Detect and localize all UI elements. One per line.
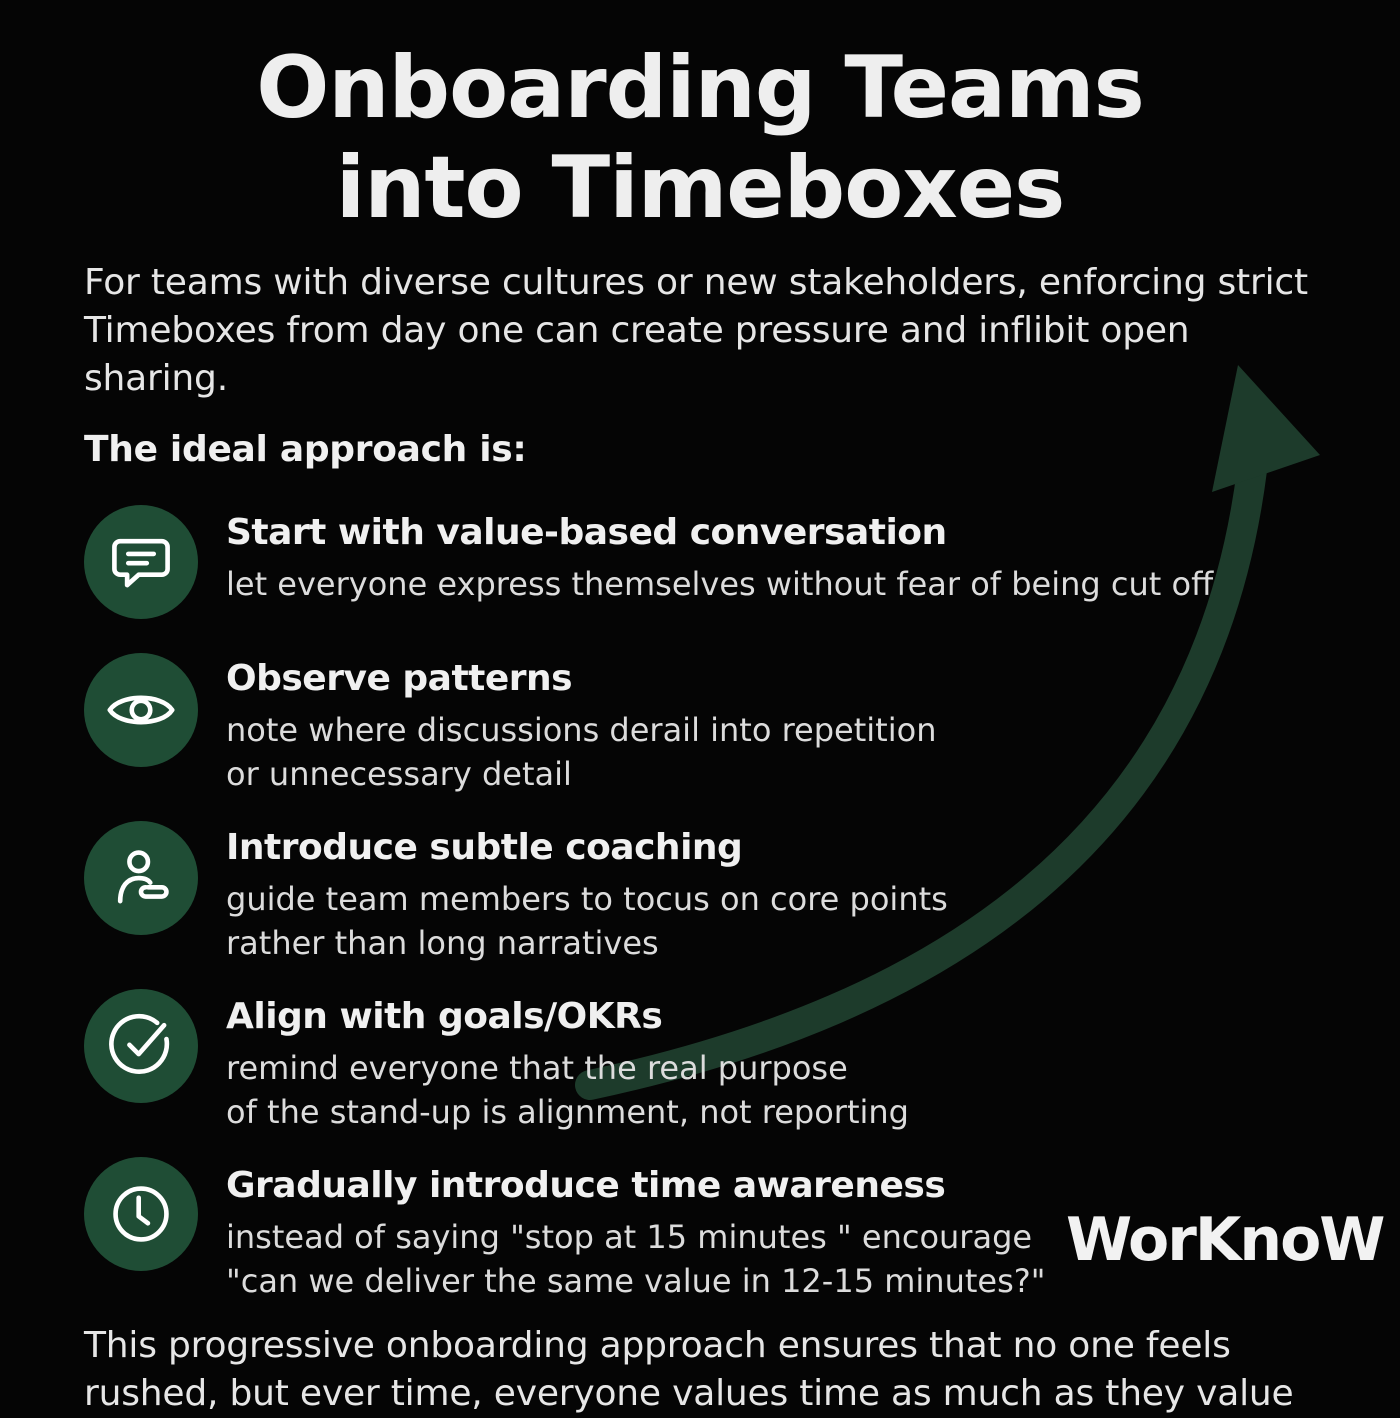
- brand-logo: WorKnoW: [1066, 1205, 1384, 1275]
- approach-heading: The ideal approach is:: [84, 429, 527, 470]
- step-3-desc-line-2: rather than long narratives: [226, 924, 659, 962]
- step-2-desc-line-1: note where discussions derail into repetition: [226, 711, 937, 749]
- step-5-desc-line-1: instead of saying "stop at 15 minutes " encourage: [226, 1218, 1033, 1256]
- step-4-title: Align with goals/OKRs: [226, 996, 663, 1037]
- step-1-title: Start with value-based conversation: [226, 512, 947, 553]
- step-2: [226, 656, 936, 796]
- title-line-1: Onboarding Teams: [256, 38, 1144, 138]
- step-3-description: [226, 877, 948, 965]
- page-title: [0, 38, 1400, 238]
- intro-paragraph: For teams with diverse cultures or new stakeholders, enforcing strict Timeboxes from day one can create pressure and inflibit open sharing.: [84, 262, 1308, 399]
- step-3-title: Introduce subtle coaching: [226, 827, 743, 868]
- step-4-description: [226, 1046, 909, 1134]
- step-2-description: [226, 708, 936, 796]
- step-5: [226, 1163, 1045, 1303]
- person-coaching-icon: [84, 821, 198, 935]
- step-2-desc-line-2: or unnecessary detail: [226, 755, 572, 793]
- closing-line-2: rushed, but ever time, everyone values time as much as they value: [84, 1373, 1294, 1414]
- eye-icon: [84, 653, 198, 767]
- step-5-description: [226, 1215, 1045, 1303]
- title-line-2: into Timeboxes: [335, 138, 1065, 238]
- check-circle-icon: [84, 989, 198, 1103]
- step-5-title: Gradually introduce time awareness: [226, 1165, 946, 1206]
- clock-icon: [84, 1157, 198, 1271]
- step-4-desc-line-2: of the stand-up is alignment, not reporting: [226, 1093, 909, 1131]
- step-5-desc-line-2: "can we deliver the same value in 12-15 minutes?": [226, 1262, 1046, 1300]
- step-1-desc-line-1: let everyone express themselves without fear of being cut off: [226, 565, 1214, 603]
- step-2-title: Observe patterns: [226, 658, 573, 699]
- closing-paragraph: [84, 1322, 1384, 1418]
- step-1-description: [226, 562, 1213, 606]
- chat-bubble-icon: [84, 505, 198, 619]
- step-1: [226, 510, 1213, 606]
- step-3-desc-line-1: guide team members to tocus on core points: [226, 880, 948, 918]
- step-4-desc-line-1: remind everyone that the real purpose: [226, 1049, 848, 1087]
- closing-line-1: This progressive onboarding approach ensures that no one feels: [84, 1325, 1231, 1366]
- step-3: [226, 825, 948, 965]
- step-4: [226, 994, 909, 1134]
